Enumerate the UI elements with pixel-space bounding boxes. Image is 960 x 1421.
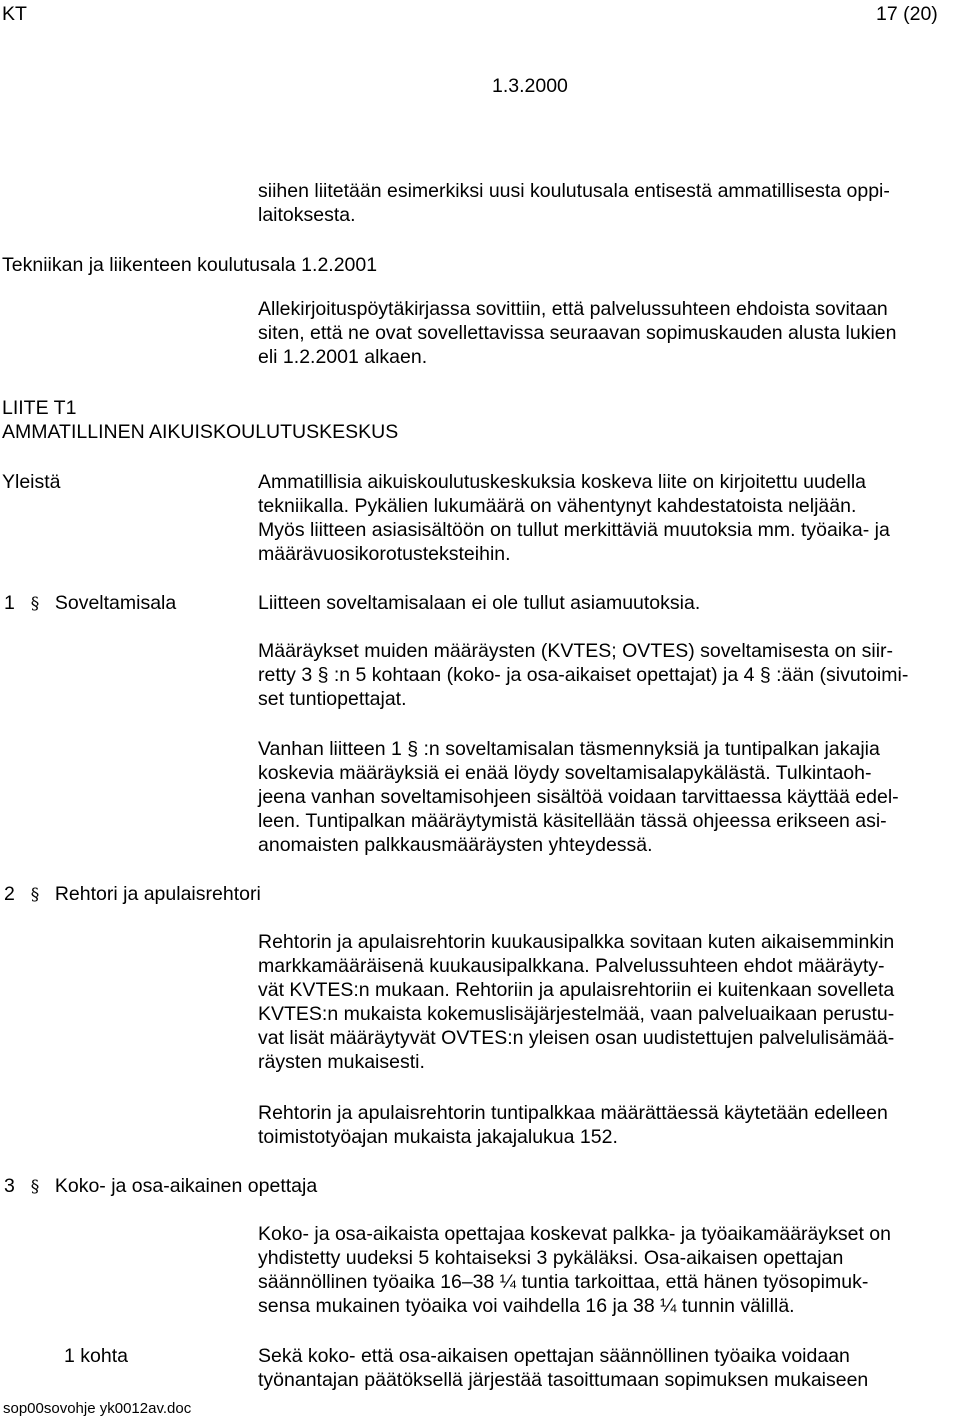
section-2-heading xyxy=(4,882,261,907)
tekniikka-line: siten, että ne ovat sovellettavissa seuraavan sopimuskauden alusta lukien xyxy=(258,322,897,344)
paragraph-line: Määräykset muiden määräysten (KVTES; OVTES) soveltamisesta on siir- xyxy=(258,640,894,662)
section-number: 2 xyxy=(4,883,15,905)
liite-subtitle: AMMATILLINEN AIKUISKOULUTUSKESKUS xyxy=(2,421,399,443)
section-title: Rehtori ja apulaisrehtori xyxy=(54,883,261,905)
intro-line: laitoksesta. xyxy=(258,204,356,226)
paragraph-line: yhdistetty uudeksi 5 kohtaiseksi 3 pykäläksi. Osa-aikaisen opettajan xyxy=(258,1247,844,1269)
yleista-paragraph xyxy=(258,470,958,566)
tekniikka-paragraph xyxy=(258,297,958,369)
paragraph-line: toimistotyöajan mukaista jakajalukua 152. xyxy=(258,1126,618,1148)
paragraph-line: leen. Tuntipalkan määräytymistä käsitellään tässä ohjeessa erikseen asi- xyxy=(258,810,887,832)
paragraph-line: räysten mukaisesti. xyxy=(258,1051,425,1073)
section-title: Soveltamisala xyxy=(54,592,177,614)
tekniikka-line: eli 1.2.2001 alkaen. xyxy=(258,346,428,368)
intro-line: siihen liitetään esimerkiksi uusi koulutusala entisestä ammatillisesta oppi- xyxy=(258,180,890,202)
paragraph-line: Koko- ja osa-aikaista opettajaa koskevat palkka- ja työaikamääräykset on xyxy=(258,1223,891,1245)
paragraph-line: säännöllinen työaika 16–38 ¼ tuntia tarkoittaa, että hänen työsopimuk- xyxy=(258,1271,869,1293)
section-title: Koko- ja osa-aikainen opettaja xyxy=(54,1175,318,1197)
section-number: 1 xyxy=(4,592,15,614)
paragraph-line: KVTES:n mukaista kokemuslisäjärjestelmää, vaan palveluaikaan perustu- xyxy=(258,1003,895,1025)
paragraph-line: markkamääräisenä kuukausipalkkana. Palvelussuhteen ehdot määräyty- xyxy=(258,955,885,977)
section-2-paragraph-2 xyxy=(258,1101,958,1149)
section-1-lead-line: Liitteen soveltamisalaan ei ole tullut asiamuutoksia. xyxy=(258,592,701,614)
paragraph-line: Sekä koko- että osa-aikaisen opettajan säännöllinen työaika voidaan xyxy=(258,1345,850,1367)
paragraph-line: set tuntiopettajat. xyxy=(258,688,407,710)
yleista-line: Ammatillisia aikuiskoulutuskeskuksia koskeva liite on kirjoitettu uudella xyxy=(258,471,867,493)
section-1-paragraph-2 xyxy=(258,737,958,857)
kohta-label: 1 kohta xyxy=(64,1345,128,1367)
doc-date: 1.3.2000 xyxy=(492,75,568,97)
paragraph-sign: § xyxy=(30,594,40,614)
yleista-line: määrävuosikorotusteksteihin. xyxy=(258,543,511,565)
paragraph-line: Rehtorin ja apulaisrehtorin kuukausipalkka sovitaan kuten aikaisemminkin xyxy=(258,931,895,953)
paragraph-line: Rehtorin ja apulaisrehtorin tuntipalkkaa määrättäessä käytetään edelleen xyxy=(258,1102,888,1124)
paragraph-line: työnantajan päätöksellä järjestää tasoittumaan sopimuksen mukaiseen xyxy=(258,1369,869,1391)
doc-code: KT xyxy=(2,3,27,25)
section-2-paragraph-1 xyxy=(258,930,958,1074)
page-number: 17 (20) xyxy=(876,3,938,25)
paragraph-line: retty 3 § :n 5 kohtaan (koko- ja osa-aikaiset opettajat) ja 4 § :ään (sivutoimi- xyxy=(258,664,909,686)
yleista-line: tekniikalla. Pykälien lukumäärä on vähentynyt kahdestatoista neljään. xyxy=(258,495,857,517)
section-3-paragraph-1 xyxy=(258,1222,958,1318)
section-number: 3 xyxy=(4,1175,15,1197)
kohta-paragraph xyxy=(258,1344,958,1392)
section-1-paragraph-1 xyxy=(258,639,958,711)
yleista-heading: Yleistä xyxy=(2,471,61,493)
paragraph-line: vat lisät määräytyvät OVTES:n yleisen osan uudistettujen palvelulisämää- xyxy=(258,1027,895,1049)
paragraph-line: Vanhan liitteen 1 § :n soveltamisalan täsmennyksiä ja tuntipalkan jakajia xyxy=(258,738,880,760)
paragraph-sign: § xyxy=(30,1177,40,1197)
paragraph-line: vät KVTES:n mukaan. Rehtoriin ja apulaisrehtoriin ei kuitenkaan sovelleta xyxy=(258,979,895,1001)
paragraph-line: jeena vanhan soveltamisohjeen sisältöä voidaan tarvittaessa käyttää edel- xyxy=(258,786,899,808)
intro-paragraph xyxy=(258,179,958,227)
paragraph-line: koskevia määräyksiä ei enää löydy soveltamisalapykälästä. Tulkintaoh- xyxy=(258,762,872,784)
paragraph-sign: § xyxy=(30,885,40,905)
tekniikka-heading: Tekniikan ja liikenteen koulutusala 1.2.2001 xyxy=(2,254,378,276)
paragraph-line: anomaisten palkkausmääräysten yhteydessä. xyxy=(258,834,653,856)
tekniikka-line: Allekirjoituspöytäkirjassa sovittiin, että palvelussuhteen ehdoista sovitaan xyxy=(258,298,888,320)
section-1-lead xyxy=(258,591,958,615)
section-3-heading xyxy=(4,1174,317,1199)
section-1-heading xyxy=(4,591,176,616)
footer-filename: sop00sovohje yk0012av.doc xyxy=(3,1400,192,1417)
paragraph-line: sensa mukainen työaika voi vaihdella 16 ja 38 ¼ tunnin välillä. xyxy=(258,1295,795,1317)
yleista-line: Myös liitteen asiasisältöön on tullut merkittäviä muutoksia mm. työaika- ja xyxy=(258,519,890,541)
liite-title: LIITE T1 xyxy=(2,397,77,419)
